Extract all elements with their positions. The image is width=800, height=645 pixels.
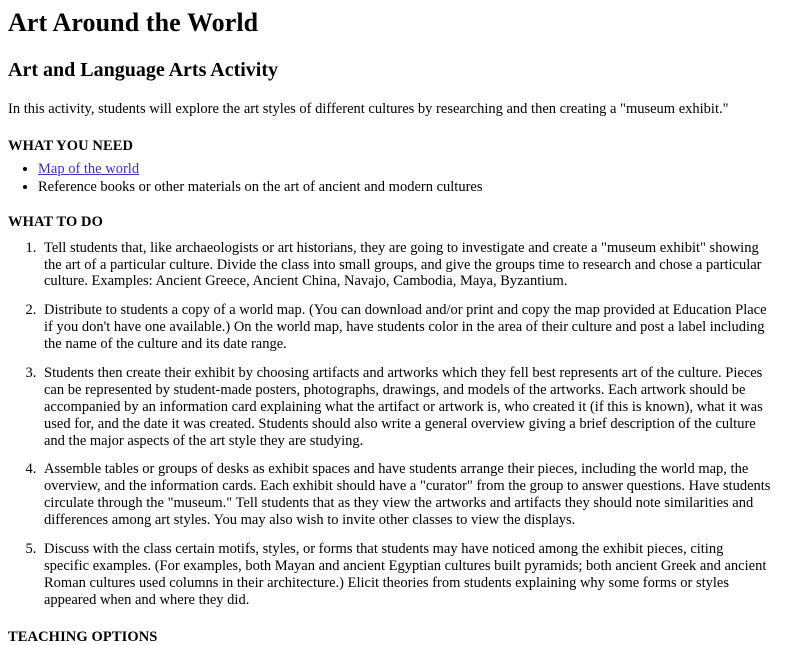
list-item: 4. Assemble tables or groups of desks as exhibit spaces and have students arrange their pieces, including the world map, the overview, and the information cards. Each exhibit should have a "curator" from the group to answer questions. Have students circulate through the "museum." Tell students that as they view the artworks and artifacts they should note similarities and differences among art styles. You may also wish to invite other classes to view the displays. [40, 461, 786, 529]
list-item: • Reference books or other materials on the art of ancient and modern cultures [38, 179, 786, 196]
intro-paragraph: In this activity, students will explore the art styles of different cultures by researching and then creating a "museum exhibit." [8, 100, 729, 117]
list-item: 3. Students then create their exhibit by choosing artifacts and artworks which they fell best represents art of the culture. Pieces can be represented by student-made posters, photographs, drawings, and models of the artworks. Each artwork should be accompanied by an information card explaining what the artifact or artwork is, who created it (if this is known), what it was used for, and the date it was created. Students should also write a general overview giving a brief description of the culture and the major aspects of the art style they are studying. [40, 365, 786, 449]
section-heading-what-you-need: WHAT YOU NEED [8, 137, 134, 154]
list-item [38, 161, 786, 178]
page-title: Art Around the World [8, 8, 259, 37]
what-to-do-list [8, 240, 786, 609]
section-heading-what-to-do: WHAT TO DO [8, 214, 104, 230]
section-heading-teaching-options: TEACHING OPTIONS [8, 628, 158, 645]
map-of-the-world-link[interactable]: Map of the world [38, 161, 140, 178]
list-item: 2. Distribute to students a copy of a world map. (You can download and/or print and copy the map provided at Education Place if you don't have one available.) On the world map, have students color in the area of their culture and post a label including the name of the culture and its date range. [40, 302, 786, 353]
page-subtitle: Art and Language Arts Activity [8, 58, 278, 81]
what-you-need-list [8, 161, 786, 196]
list-item: 5. Discuss with the class certain motifs, styles, or forms that students may have noticed among the exhibit pieces, citing specific examples. (For examples, both Mayan and ancient Egyptian cultures built pyramids; both ancient Greek and ancient Roman cultures used columns in their architecture.) Elicit theories from students explaining why some forms or styles appeared when and where they did. [40, 541, 786, 609]
list-item: 1. Tell students that, like archaeologists or art historians, they are going to investigate and create a "museum exhibit" showing the art of a particular culture. Divide the class into small groups, and give the groups time to research and chose a particular culture. Examples: Ancient Greece, Ancient China, Navajo, Cambodia, Maya, Byzantium. [40, 240, 786, 291]
